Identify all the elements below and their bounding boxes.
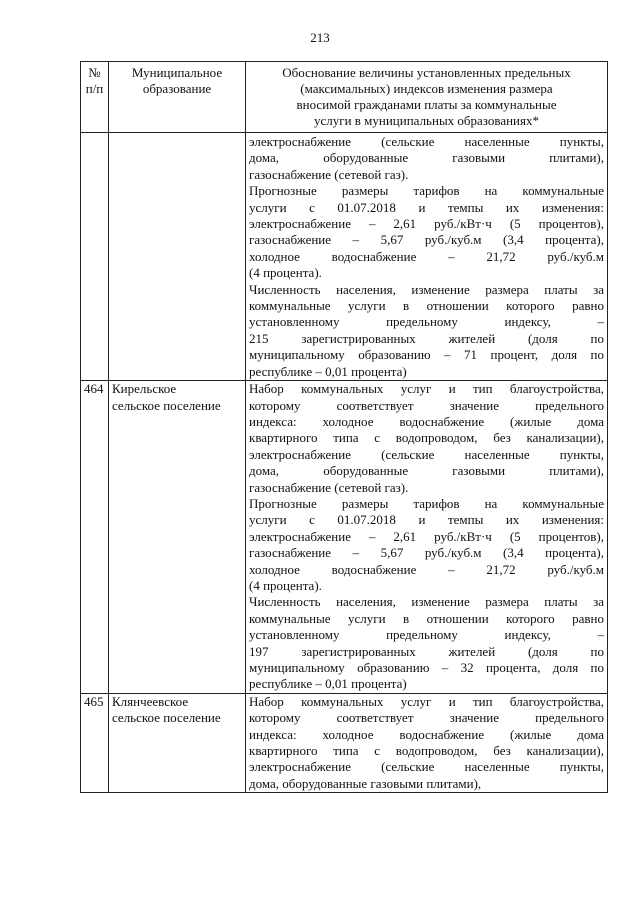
header-justification-line: вносимой гражданами платы за коммунальные xyxy=(296,97,557,112)
text-line: муниципальному образованию – 71 процент, доля по xyxy=(249,347,604,363)
text-line: Набор коммунальных услуг и тип благоустройства, xyxy=(249,381,604,397)
text-line: Численность населения, изменение размера платы за xyxy=(249,594,604,610)
text-line: электроснабжение (сельские населенные пункты, xyxy=(249,759,604,775)
header-justification-line: (максимальных) индексов изменения размера xyxy=(300,81,553,96)
justification-paragraph xyxy=(249,134,604,183)
text-line: коммунальные услуги в отношении которого равно xyxy=(249,298,604,314)
header-number-line: № xyxy=(88,65,101,80)
text-line: холодное водоснабжение – 21,72 руб./куб.м xyxy=(249,248,604,264)
justification-text xyxy=(246,381,608,694)
text-line: электроснабжение – 2,61 руб./кВт·ч (5 процентов), xyxy=(249,528,604,544)
justification-paragraph xyxy=(249,381,604,496)
text-line: газоснабжение – 5,67 руб./куб.м (3,4 процента), xyxy=(249,232,604,248)
text-line: Набор коммунальных услуг и тип благоустройства, xyxy=(249,693,604,709)
table-row xyxy=(81,381,608,694)
page-number: 213 xyxy=(310,30,330,45)
text-line: республике – 0,01 процента) xyxy=(249,676,407,692)
table-body xyxy=(81,133,608,793)
text-line: (4 процента). xyxy=(249,265,322,281)
row-number xyxy=(81,133,109,381)
header-municipality-line: Муниципальное xyxy=(131,65,223,80)
table-row xyxy=(81,693,608,792)
row-number: 464 xyxy=(81,381,109,694)
row-number: 465 xyxy=(81,693,109,792)
text-line: газоснабжение (сетевой газ). xyxy=(249,479,409,495)
text-line: газоснабжение – 5,67 руб./куб.м (3,4 процента), xyxy=(249,545,604,561)
text-line: газоснабжение (сетевой газ). xyxy=(249,166,409,182)
justification-text xyxy=(246,133,608,381)
text-line: электроснабжение (сельские населенные пункты, xyxy=(249,134,604,149)
text-line: холодное водоснабжение – 21,72 руб./куб.м xyxy=(249,561,604,577)
text-line: которому соответствует значение предельного xyxy=(249,397,604,413)
text-line: (4 процента). xyxy=(249,577,322,593)
header-justification xyxy=(246,62,608,133)
header-justification-line: Обоснование величины установленных предельных xyxy=(282,65,571,80)
header-municipality-line: образование xyxy=(142,81,212,96)
text-line: муниципальному образованию – 32 процента, доля по xyxy=(249,660,604,675)
text-line: индекса: холодное водоснабжение (жилые дома xyxy=(249,413,604,429)
text-line: услуги с 01.07.2018 и темпы их изменения: xyxy=(249,512,604,528)
municipality-line: сельское поселение xyxy=(112,397,221,413)
text-line: дома, оборудованные газовыми плитами), xyxy=(249,150,604,166)
municipality-line: Кирельское xyxy=(112,381,177,397)
table-header-row xyxy=(81,62,608,133)
text-line: Прогнозные размеры тарифов на коммунальные xyxy=(249,183,604,199)
text-line: индекса: холодное водоснабжение (жилые дома xyxy=(249,726,604,742)
text-line: услуги с 01.07.2018 и темпы их изменения: xyxy=(249,199,604,215)
text-line: электроснабжение – 2,61 руб./кВт·ч (5 процентов), xyxy=(249,216,604,232)
text-line: Численность населения, изменение размера платы за xyxy=(249,281,604,297)
municipality-line: сельское поселение xyxy=(112,710,221,726)
text-line: 197 зарегистрированных жителей (доля по xyxy=(249,643,604,659)
header-justification-line: услуги в муниципальных образованиях* xyxy=(313,113,539,128)
text-line: установленному предельному индексу, – xyxy=(249,627,604,643)
municipality-name xyxy=(109,381,246,694)
text-line: установленному предельному индексу, – xyxy=(249,314,604,330)
text-line: дома, оборудованные газовыми плитами), xyxy=(249,463,604,479)
text-line: коммунальные услуги в отношении которого равно xyxy=(249,610,604,626)
header-number-line: п/п xyxy=(85,81,104,96)
justification-paragraph xyxy=(249,282,604,380)
table-row xyxy=(81,133,608,381)
text-line: дома, оборудованные газовыми плитами), xyxy=(249,775,482,791)
text-line: электроснабжение (сельские населенные пункты, xyxy=(249,446,604,462)
text-line: квартирного типа с водопроводом, без канализации), xyxy=(249,430,604,446)
tariff-table xyxy=(80,61,608,793)
municipality-name xyxy=(109,693,246,792)
text-line: республике – 0,01 процента) xyxy=(249,363,407,379)
justification-text xyxy=(246,693,608,792)
header-municipality xyxy=(109,62,246,133)
text-line: которому соответствует значение предельного xyxy=(249,710,604,726)
municipality-name xyxy=(109,133,246,381)
text-line: квартирного типа с водопроводом, без канализации), xyxy=(249,743,604,759)
justification-paragraph xyxy=(249,594,604,692)
text-line: 215 зарегистрированных жителей (доля по xyxy=(249,330,604,346)
justification-paragraph xyxy=(249,694,604,792)
municipality-line: Клянчеевское xyxy=(112,693,189,709)
justification-paragraph xyxy=(249,183,604,281)
header-number xyxy=(81,62,109,133)
justification-paragraph xyxy=(249,496,604,594)
text-line: Прогнозные размеры тарифов на коммунальные xyxy=(249,495,604,511)
